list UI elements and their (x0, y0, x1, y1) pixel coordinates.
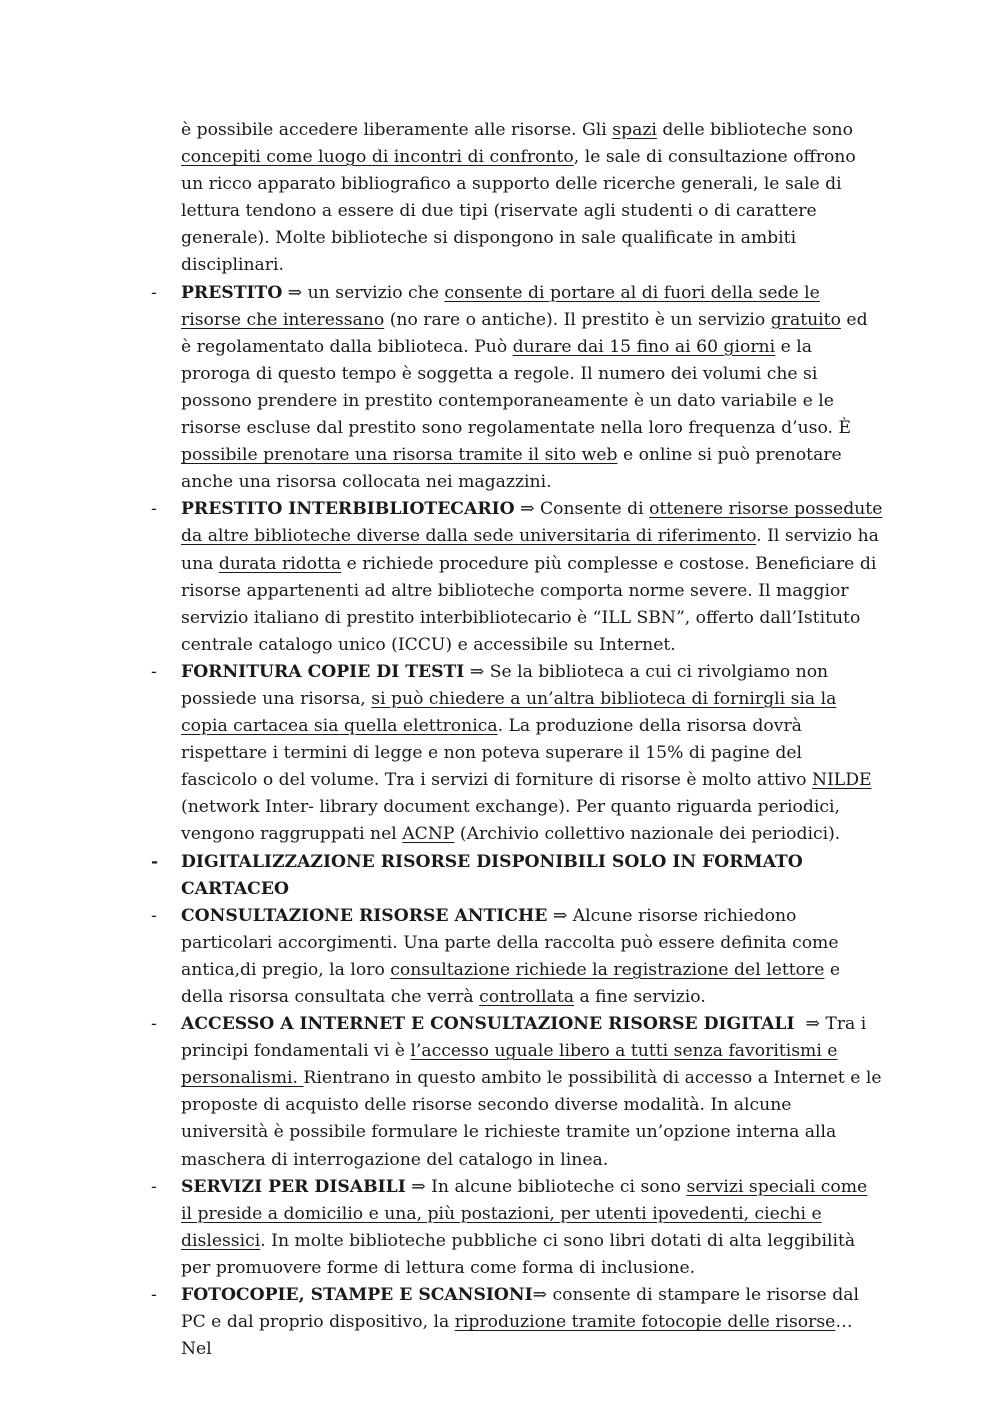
list-bullet: - (151, 851, 159, 872)
list-item (0, 659, 883, 849)
body-text: e la proroga di questo tempo è soggetta a regole. Il numero dei volumi che si possono prendere in prestito contemporaneamente è un dato variabile e le risorse escluse dal prestito sono regolamentate nella loro frequenza d’uso. È (181, 336, 852, 439)
arrow-symbol: ⇒ (514, 499, 540, 520)
item-title: FORNITURA COPIE DI TESTI (181, 661, 465, 682)
body-text: e online si può prenotare anche una risorsa collocata nei magazzini. (181, 445, 842, 493)
list-item (0, 849, 883, 903)
item-title: DIGITALIZZAZIONE RISORSE DISPONIBILI SOLO IN FORMATO CARTACEO (181, 851, 803, 899)
body-text: . Il servizio ha una (181, 526, 879, 574)
body-text: … Nel (181, 1312, 853, 1360)
list-item (0, 280, 883, 497)
intro-text: , le sale di consultazione offrono un ricco apparato bibliografico a supporto delle ricerche generali, le sale di lettura tendono a essere di due tipi (riservate agli studenti o di carattere generale). Molte biblioteche si dispongono in sale qualificate in ambiti disciplinari. (181, 147, 856, 276)
list-bullet: - (151, 499, 157, 520)
arrow-symbol: ⇒ (532, 1285, 553, 1306)
body-text: Rientrano in questo ambito le possibilità di accesso a Internet e le proposte di acquisto delle risorse secondo diverse modalità. In alcune università è possibile formulare le richieste tramite un’opzione interna alla maschera di interrogazione del catalogo in linea. (181, 1068, 882, 1170)
list-item (0, 496, 883, 659)
body-text: . In molte biblioteche pubbliche ci sono libri dotati di alta leggibilità per promuovere forme di lettura come forma di inclusione. (181, 1230, 856, 1278)
item-title: FOTOCOPIE, STAMPE E SCANSIONI (181, 1285, 533, 1306)
list-bullet: - (151, 905, 157, 926)
item-title: CONSULTAZIONE RISORSE ANTICHE (181, 905, 548, 926)
underlined-text: consente di portare al di fuori della sede le risorse che interessano (181, 282, 820, 330)
underlined-text: consultazione richiede la registrazione del lettore (390, 959, 825, 980)
item-title: PRESTITO (181, 282, 283, 303)
body-text: Tra i principi fondamentali vi è (181, 1014, 867, 1062)
underlined-text: ACNP (402, 824, 455, 845)
body-text: consente di stampare le risorse dal PC e dal proprio dispositivo, la (181, 1285, 859, 1333)
body-text: (network Inter- library document exchange). Per quanto riguarda periodici, vengono raggruppati nel (181, 797, 840, 845)
arrow-symbol: ⇒ (405, 1176, 432, 1197)
body-text: Se la biblioteca a cui ci rivolgiamo non possiede una risorsa, (181, 661, 829, 709)
service-list (0, 280, 1000, 1364)
list-item (0, 903, 883, 1011)
underlined-text: possibile prenotare una risorsa tramite il sito web (181, 445, 618, 466)
intro-text: delle biblioteche sono (656, 120, 853, 140)
body-text: Consente di (539, 499, 650, 520)
list-item (0, 1282, 883, 1363)
intro-paragraph (0, 117, 883, 280)
list-item (0, 1011, 883, 1174)
arrow-symbol: ⇒ (282, 282, 308, 303)
body-text: (no rare o antiche). Il prestito è un servizio (384, 309, 771, 330)
document-body (0, 117, 1000, 1363)
list-bullet: - (151, 1285, 157, 1306)
body-text: e richiede procedure più complesse e costose. Beneficiare di risorse appartenenti ad altre biblioteche comporta norme severe. Il maggior servizio italiano di prestito interbibliotecario è “ILL SBN”, offerto dall’Istituto centrale catalogo unico (ICCU) e accessibile su Internet. (181, 553, 877, 655)
body-text: a fine servizio. (573, 987, 706, 1007)
underlined-text: concepiti come luogo di incontri di confronto (181, 147, 574, 168)
list-bullet: - (151, 1176, 157, 1197)
list-bullet: - (151, 1014, 157, 1035)
underlined-text: NILDE (811, 770, 872, 791)
body-text: . La produzione della risorsa dovrà rispettare i termini di legge e non poteva superare il 15% di pagine del fascicolo o del volume. Tra i servizi di forniture di risorse è molto attivo (181, 716, 812, 791)
underlined-text: gratuito (770, 309, 841, 330)
body-text: In alcune biblioteche ci sono (431, 1176, 687, 1197)
underlined-text: riproduzione tramite fotocopie delle risorse (454, 1312, 836, 1333)
body-text: un servizio che (307, 282, 445, 303)
underlined-text: si può chiedere a un’altra biblioteca di fornirgli sia la copia cartacea sia quella elettronica (181, 688, 837, 737)
item-title: SERVIZI PER DISABILI (181, 1176, 406, 1197)
body-text: ed è regolamentato dalla biblioteca. Può (181, 309, 868, 357)
item-title: ACCESSO A INTERNET E CONSULTAZIONE RISORSE DIGITALI (181, 1014, 795, 1035)
underlined-text: spazi (612, 120, 657, 140)
body-text: (Archivio collettivo nazionale dei periodici). (454, 824, 841, 845)
list-bullet: - (151, 661, 157, 682)
underlined-text: durata ridotta (218, 553, 342, 574)
underlined-text: ottenere risorse possedute da altre biblioteche diverse dalla sede universitaria di riferimento (181, 499, 883, 547)
body-text: Alcune risorse richiedono particolari accorgimenti. Una parte della raccolta può essere definita come antica,di pregio, la loro (181, 905, 839, 980)
body-text: e della risorsa consultata che verrà (181, 959, 841, 1007)
list-item (0, 1174, 883, 1282)
underlined-text: durare dai 15 fino ai 60 giorni (512, 336, 776, 357)
item-title: PRESTITO INTERBIBLIOTECARIO (181, 499, 515, 520)
underlined-text: l’accesso uguale libero a tutti senza favoritismi e personalismi. (181, 1041, 838, 1089)
underlined-text: controllata (479, 987, 574, 1007)
arrow-symbol: ⇒ (547, 905, 573, 926)
intro-text: è possibile accedere liberamente alle risorse. Gli (181, 120, 613, 140)
arrow-symbol: ⇒ (794, 1014, 826, 1035)
list-bullet: - (151, 282, 157, 303)
underlined-text: servizi speciali come il preside a domicilio e una, più postazioni, per utenti ipovedenti, ciechi e dislessici (181, 1176, 868, 1251)
arrow-symbol: ⇒ (464, 661, 490, 682)
